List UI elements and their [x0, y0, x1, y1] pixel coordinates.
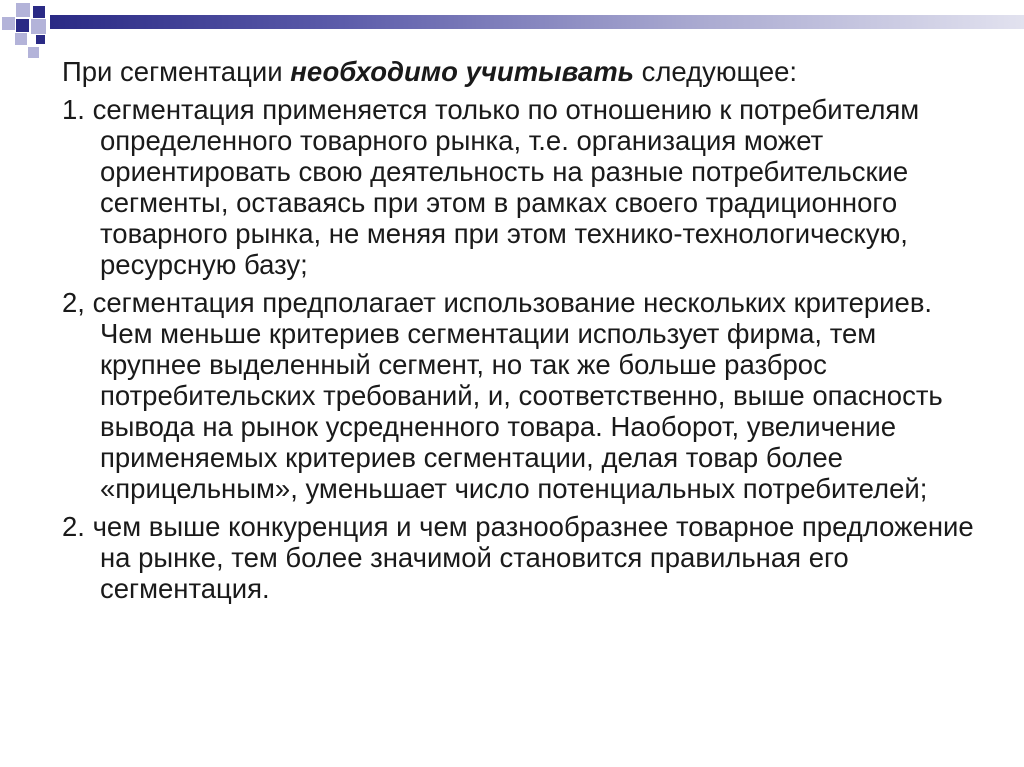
intro-prefix: При сегментации	[62, 56, 291, 87]
deco-square-light	[31, 19, 46, 34]
slide-body	[62, 56, 982, 611]
deco-square-dark	[33, 6, 45, 18]
deco-square-dark	[16, 19, 29, 32]
deco-gradient-bar	[50, 15, 1024, 29]
decorative-header	[0, 0, 1024, 60]
deco-square-light	[15, 33, 27, 45]
deco-square-dark	[36, 35, 45, 44]
intro-suffix: следующее:	[633, 56, 798, 87]
list-item: 2, сегментация предполагает использование нескольких критериев. Чем меньше критериев сегментации использует фирма, тем крупнее выделенный сегмент, но так же больше разброс потребительских требований, и, соответственно, выше опасность вывода на рынок усредненного товара. Наоборот, увеличение применяемых критериев сегментации, делая товар более «прицельным», уменьшает число потенциальных потребителей;	[62, 287, 943, 504]
list-item: 2. чем выше конкуренция и чем разнообразнее товарное предложение на рынке, тем более значимой становится правильная его сегментация.	[62, 511, 974, 604]
deco-square-light	[28, 47, 39, 58]
intro-paragraph	[62, 56, 982, 87]
intro-emphasis: необходимо учитывать	[290, 56, 634, 87]
deco-square-light	[16, 3, 30, 17]
deco-square-light	[2, 17, 15, 30]
list-item: 1. сегментация применяется только по отношению к потребителям определенного товарного рынка, т.е. организация может ориентировать свою деятельность на разные потребительские сегменты, оставаясь при этом в рамках своего традиционного товарного рынка, не меняя при этом технико-технологическую, ресурсную базу;	[62, 94, 920, 280]
